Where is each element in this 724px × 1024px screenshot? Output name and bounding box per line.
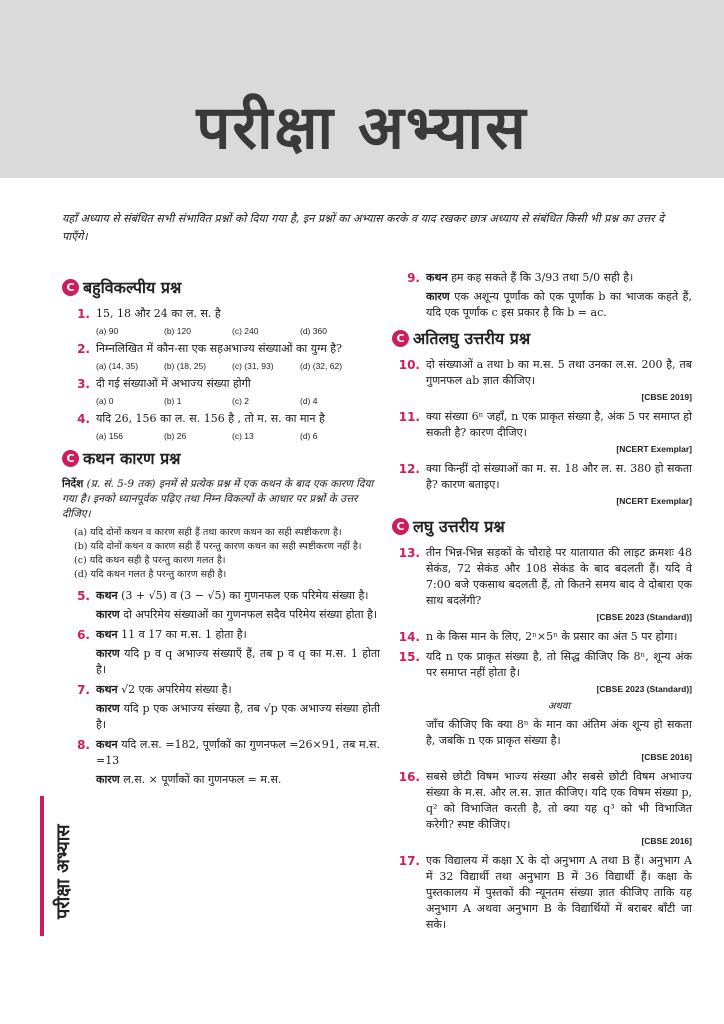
statement-text: √2 एक अपरिमेय संख्या है। xyxy=(121,683,232,696)
question-item xyxy=(392,270,692,321)
statement-label: कथन xyxy=(96,683,118,696)
question-item xyxy=(62,411,380,427)
question-number: 7. xyxy=(77,683,90,697)
question-body xyxy=(426,461,692,509)
choice-item: (b) यदि दोनों कथन व कारण सही हैं परन्तु कारण कथन का सही स्पष्टीकरण नहीं है। xyxy=(74,541,362,552)
question-item xyxy=(62,682,380,733)
question-number: 16. xyxy=(398,770,420,784)
source-tag: [NCERT Exemplar] xyxy=(616,496,692,506)
option: (d) (32, 62) xyxy=(300,361,343,371)
statement-label: कथन xyxy=(426,271,448,284)
question-text: एक विद्यालय में कक्षा X के दो अनुभाग A तथा B हैं। अनुभाग A में 32 विद्यार्थी तथा अनुभाग B में 36 विद्यार्थी हैं। कक्षा के पुस्तकालय में पुस्तकों की न्यूनतम संख्या ज्ञात कीजिए ताकि यह अनुभाग A अथवा अनुभाग B के विद्यार्थियों में बराबर बाँटी जा सके। xyxy=(426,854,692,931)
option: (c) 240 xyxy=(232,326,259,336)
question-text: निम्नलिखित में कौन-सा एक सहअभाज्य संख्याओं का युग्म है? xyxy=(96,342,343,355)
question-body xyxy=(426,769,692,849)
question-body xyxy=(426,270,692,321)
option: (d) 6 xyxy=(300,431,318,441)
option: (c) 2 xyxy=(232,396,249,406)
question-body xyxy=(96,627,380,678)
section-c-icon: C xyxy=(62,450,79,467)
reason-text: यदि p व q अभाज्य संख्याएँ हैं, तब p व q का म.स. 1 होता है। xyxy=(96,647,381,676)
reason-line xyxy=(96,607,380,623)
or-separator: अथवा xyxy=(547,701,571,712)
question-item xyxy=(392,461,692,509)
option: (b) 120 xyxy=(164,326,191,336)
reason-text: दो अपरिमेय संख्याओं का गुणनफल सदैव परिमेय संख्या होता है। xyxy=(123,608,378,621)
section-c-icon: C xyxy=(392,330,409,347)
question-number: 8. xyxy=(77,738,90,752)
source-tag: [CBSE 2023 (Standard)] xyxy=(596,684,692,694)
question-body xyxy=(426,409,692,457)
question-item xyxy=(62,588,380,623)
alternate-question-text: जाँच कीजिए कि क्या 8ⁿ के मान का अंतिम अंक शून्य हो सकता है, जबकि n एक प्राकृत संख्या है। xyxy=(426,718,692,747)
question-number: 10. xyxy=(398,358,420,372)
left-column xyxy=(62,270,380,792)
question-item xyxy=(62,376,380,392)
source-tag: [NCERT Exemplar] xyxy=(616,444,692,454)
section-heading: लघु उत्तरीय प्रश्न xyxy=(413,517,505,536)
question-text: तीन भिन्न-भिन्न सड़कों के चौराहे पर यातायात की लाइट क्रमशः 48 सेकंड, 72 सेकंड और 108 सेकंड के बाद बदलती हैं। यदि वे 7:00 बजे एकसाथ बदलती हैं, तो कितने समय बाद वे दोबारा एक साथ बदलेंगी? xyxy=(426,546,692,607)
question-text: दी गई संख्याओं में अभाज्य संख्या होगी xyxy=(96,377,251,390)
question-body xyxy=(96,737,380,788)
question-number: 6. xyxy=(77,628,90,642)
question-body xyxy=(426,357,692,405)
statement-text: (3 + √5) व (3 − √5) का गुणनफल एक परिमेय संख्या है। xyxy=(121,589,369,602)
question-number: 1. xyxy=(77,307,90,321)
statement-text: यदि ल.स. =182, पूर्णांकों का गुणनफल =26×91, तब म.स. =13 xyxy=(96,738,380,767)
question-number: 2. xyxy=(77,342,90,356)
reason-line xyxy=(96,701,380,733)
section-c-icon: C xyxy=(62,279,79,296)
option: (a) 90 xyxy=(96,326,119,336)
section-heading: बहुविकल्पीय प्रश्न xyxy=(83,278,182,297)
question-item xyxy=(392,409,692,457)
reason-text: एक अशून्य पूर्णांक को एक पूर्णांक b का भाजक कहते हैं, यदि एक पूर्णांक c इस प्रकार है कि b = ac. xyxy=(426,290,692,319)
question-text: 15, 18 और 24 का ल. स. है xyxy=(96,307,221,320)
section-header-very-short xyxy=(392,327,692,349)
question-body xyxy=(426,545,692,625)
section-header-assertion xyxy=(62,447,380,469)
header-banner xyxy=(0,0,724,178)
side-tab xyxy=(40,796,72,936)
choice-item: (d) यदि कथन गलत है परन्तु कारण सही है। xyxy=(74,569,227,580)
option: (d) 360 xyxy=(300,326,327,336)
statement-label: कथन xyxy=(96,589,118,602)
question-body xyxy=(96,588,380,623)
option: (c) (31, 93) xyxy=(232,361,274,371)
source-tag: [CBSE 2016] xyxy=(641,836,692,846)
side-tab-label: परीक्षा अभ्यास xyxy=(53,824,74,919)
option: (b) (18, 25) xyxy=(164,361,207,371)
intro-text: यहाँ अध्याय से संबंधित सभी संभावित प्रश्नों को दिया गया है, इन प्रश्नों का अभ्यास करके व याद रखकर छात्र अध्याय से संबंधित किसी भी प्रश्न का उत्तर दे पाएँगे। xyxy=(62,212,664,243)
option: (a) 0 xyxy=(96,396,114,406)
question-number: 9. xyxy=(407,271,420,285)
question-number: 15. xyxy=(398,650,420,664)
question-item xyxy=(62,627,380,678)
section-header-mcq xyxy=(62,276,380,298)
options-row xyxy=(96,396,380,406)
reason-label: कारण xyxy=(96,702,120,715)
statement-label: कथन xyxy=(96,628,118,641)
source-tag: [CBSE 2019] xyxy=(641,392,692,402)
option: (c) 13 xyxy=(232,431,254,441)
statement-text: हम कह सकते हैं कि 3/93 तथा 5/0 सही है। xyxy=(451,271,634,284)
reason-label: कारण xyxy=(96,608,120,621)
question-number: 17. xyxy=(398,854,420,868)
question-text: क्या संख्या 6ⁿ जहाँ, n एक प्राकृत संख्या है, अंक 5 पर समाप्त हो सकती है? कारण दीजिए। xyxy=(426,410,692,439)
option: (a) 156 xyxy=(96,431,123,441)
reason-label: कारण xyxy=(96,773,120,786)
statement-text: 11 व 17 का म.स. 1 होता है। xyxy=(121,628,247,641)
question-item xyxy=(392,853,692,933)
source-tag: [CBSE 2023 (Standard)] xyxy=(596,612,692,622)
question-number: 3. xyxy=(77,377,90,391)
reason-label: कारण xyxy=(96,647,120,660)
question-item xyxy=(392,769,692,849)
choice-list xyxy=(74,526,380,582)
options-row xyxy=(96,326,380,336)
choice-item: (a) यदि दोनों कथन व कारण सही हैं तथा कारण कथन का सही स्पष्टीकरण है। xyxy=(74,527,342,538)
direction-body: (प्र. सं. 5-9 तक) इनमें से प्रत्येक प्रश्न में एक कथन के बाद एक कारण दिया गया है। इनको ध्यानपूर्वक पढ़िए तथा निम्न विकल्पों के आधार पर प्रश्नों के उत्तर दीजिए। xyxy=(62,478,374,520)
question-item xyxy=(392,649,692,765)
question-item xyxy=(62,341,380,357)
section-heading: कथन कारण प्रश्न xyxy=(83,449,181,468)
question-body xyxy=(426,649,692,765)
reason-text: यदि p एक अभाज्य संख्या है, तब √p एक अभाज्य संख्या होती है। xyxy=(96,702,381,731)
question-item xyxy=(62,737,380,788)
question-text: दो संख्याओं a तथा b का म.स. 5 तथा उनका ल.स. 200 है, तब गुणनफल ab ज्ञात कीजिए। xyxy=(426,358,692,387)
page-title: परीक्षा अभ्यास xyxy=(196,93,528,163)
reason-label: कारण xyxy=(426,290,450,303)
statement-label: कथन xyxy=(96,738,118,751)
option: (a) (14, 35) xyxy=(96,361,139,371)
choice-item: (c) यदि कथन सही है परन्तु कारण गलत है। xyxy=(74,555,226,566)
question-body xyxy=(96,682,380,733)
question-item xyxy=(392,629,692,645)
options-row xyxy=(96,431,380,441)
question-text: सबसे छोटी विषम भाज्य संख्या और सबसे छोटी विषम अभाज्य संख्या के म.स. और ल.स. ज्ञात कीजिए। यदि एक विषम संख्या p, q² को विभाजित करती है, तो क्या यह q³ को भी विभाजित करेगी? स्पष्ट कीजिए। xyxy=(426,770,692,831)
option: (b) 26 xyxy=(164,431,187,441)
question-number: 11. xyxy=(398,410,420,424)
options-row xyxy=(96,361,380,371)
question-number: 5. xyxy=(77,589,90,603)
right-column xyxy=(392,270,692,937)
question-text: क्या किन्हीं दो संख्याओं का म. स. 18 और ल. स. 380 हो सकता है? कारण बताइए। xyxy=(426,462,692,491)
question-number: 14. xyxy=(398,630,420,644)
reason-line xyxy=(426,289,692,321)
question-number: 13. xyxy=(398,546,420,560)
question-number: 4. xyxy=(77,412,90,426)
question-text: यदि n एक प्राकृत संख्या है, तो सिद्ध कीजिए कि 8ⁿ, शून्य अंक पर समाप्त नहीं होता है। xyxy=(426,650,692,679)
question-item xyxy=(62,306,380,322)
question-text: यदि 26, 156 का ल. स. 156 है , तो म. स. का मान है xyxy=(96,412,325,425)
direction-text xyxy=(62,477,380,522)
option: (d) 4 xyxy=(300,396,318,406)
question-text: n के किस मान के लिए, 2ⁿ×5ⁿ के प्रसार का अंत 5 पर होगा। xyxy=(426,630,678,643)
section-heading: अतिलघु उत्तरीय प्रश्न xyxy=(413,329,531,348)
question-number: 12. xyxy=(398,462,420,476)
option: (b) 1 xyxy=(164,396,182,406)
source-tag: [CBSE 2016] xyxy=(641,752,692,762)
question-item xyxy=(392,545,692,625)
reason-text: ल.स. × पूर्णांकों का गुणनफल = म.स. xyxy=(123,773,282,786)
section-c-icon: C xyxy=(392,518,409,535)
section-header-short xyxy=(392,515,692,537)
reason-line xyxy=(96,772,380,788)
direction-label: निर्देश xyxy=(62,478,84,490)
reason-line xyxy=(96,646,380,678)
question-item xyxy=(392,357,692,405)
